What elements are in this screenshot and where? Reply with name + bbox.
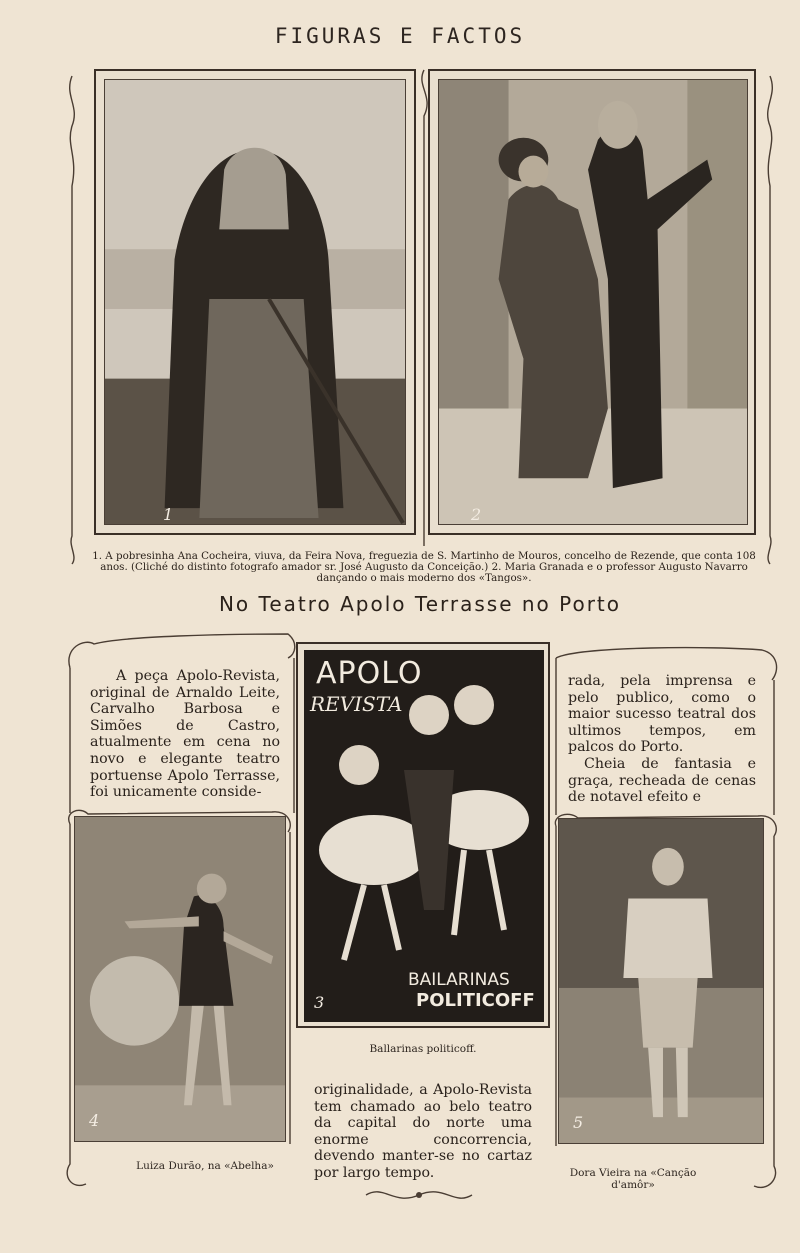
poster-title-line2: REVISTA <box>310 692 403 716</box>
poster-title-line1: APOLO <box>316 656 423 691</box>
poster-caption: Ballarinas politicoff. <box>369 1043 477 1055</box>
article-bottom-text: originalidade, a Apolo-Revista tem chamado ao belo teatro da capital do norte uma enorme concorrencia, devendo manter-se no cartaz por largo tempo. <box>314 1082 532 1181</box>
photo-luiza-durao <box>74 816 286 1142</box>
photo-frame-1 <box>94 69 416 535</box>
photo-old-woman <box>104 79 406 525</box>
section-title: No Teatro Apolo Terrasse no Porto <box>218 592 622 616</box>
photo-4-caption: Luiza Durão, na «Abelha» <box>136 1160 274 1172</box>
photo-number-1: 1 <box>163 505 174 524</box>
article-col3-text <box>568 673 756 806</box>
photo-dora-vieira <box>558 818 764 1144</box>
page-header-title: FIGURAS E FACTOS <box>274 24 526 48</box>
poster-bottom-line1: BAILARINAS <box>408 970 510 990</box>
photo-number-5: 5 <box>573 1113 584 1132</box>
bottom-ornament <box>364 1184 474 1206</box>
article-col3-paragraph-1: rada, pela imprensa e pelo publico, como o maior sucesso teatral dos ultimos tempos, em palcos do Porto. <box>568 673 756 756</box>
top-photos-caption: 1. A pobresinha Ana Cocheira, viuva, da Feira Nova, freguezia de S. Martinho de Mouros, concelho de Rezende, que conta 108 anos. (Cliché do distinto fotografo amador sr. José Augusto da Conceição.) 2. Maria Granada e o professor Augusto Navarro dançando o mais moderno dos «Tangos». <box>92 550 756 584</box>
photo-frame-2 <box>428 69 756 535</box>
poster-frame <box>296 642 550 1028</box>
article-col3-paragraph-2: Cheia de fantasia e graça, recheada de cenas de notavel efeito e <box>568 755 756 806</box>
photo-5-caption: Dora Vieira na «Canção d'amôr» <box>569 1167 697 1191</box>
article-col1-text: A peça Apolo-Revista, original de Arnaldo Leite, Carvalho Barbosa e Simões de Castro, atualmente em cena no novo e elegante teatro portuense Apolo Terrasse, foi unicamente conside- <box>90 668 280 801</box>
photo-number-4: 4 <box>89 1111 100 1130</box>
poster-apolo-revista <box>304 650 544 1022</box>
photo-number-2: 2 <box>471 505 482 524</box>
photo-number-3: 3 <box>314 993 325 1012</box>
poster-bottom-line2: POLITICOFF <box>416 990 535 1011</box>
photo-tango-dancers <box>438 79 748 525</box>
